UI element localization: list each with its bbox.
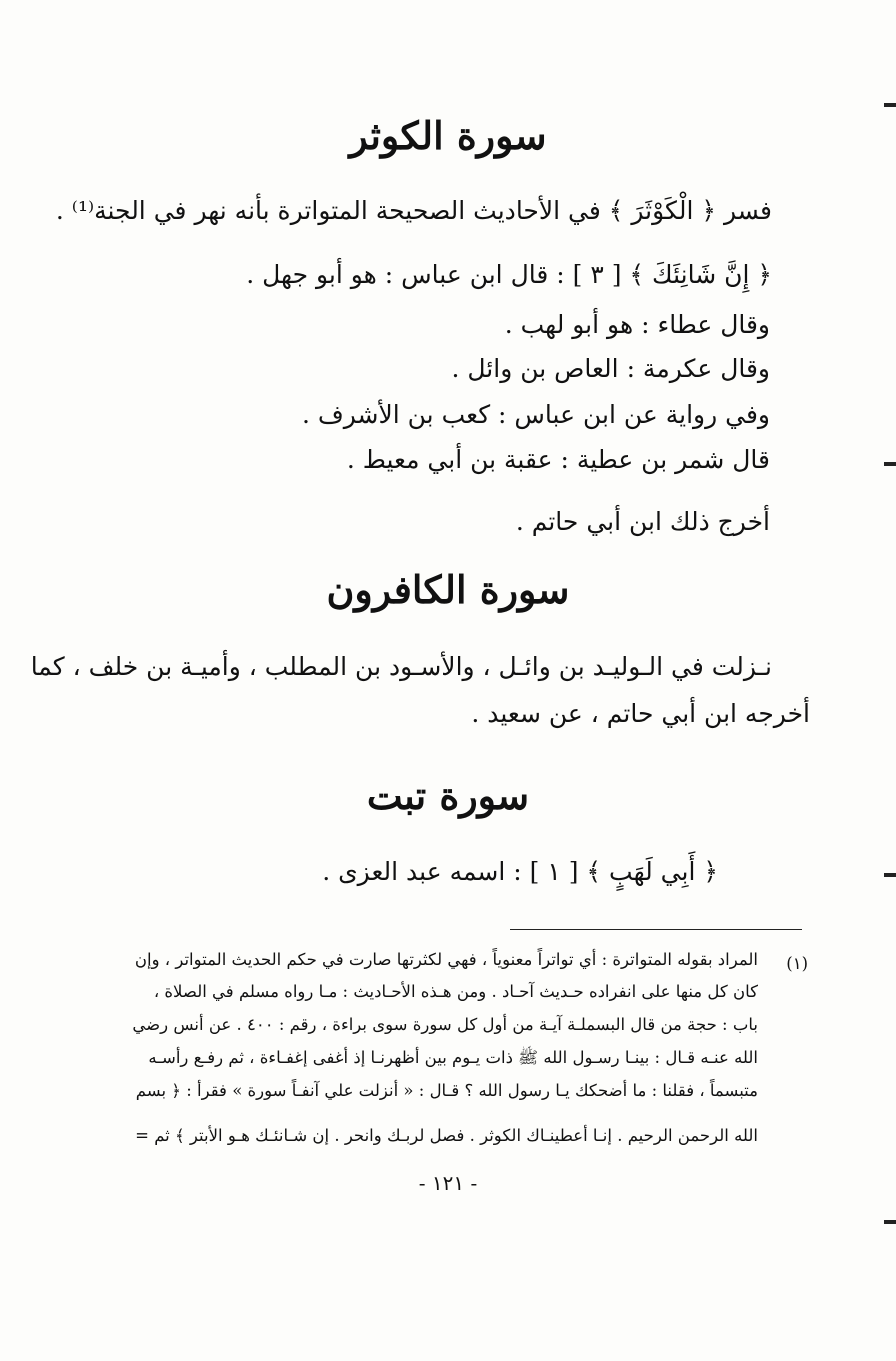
- footnote-line: باب : حجة من قال البسملـة آيـة من أول كل سورة سوى براءة ، رقم : ٤٠٠ . عن أنس رضي: [132, 1015, 758, 1034]
- footnote-line: الله عنـه قـال : بينـا رسـول الله ﷺ ذات يـوم بين أظهرنـا إذ أغفى إغفـاءة ، ثم رفـع رأسـه: [148, 1048, 758, 1067]
- text-line: أخرج ذلك ابن أبي حاتم .: [515, 507, 770, 536]
- text-line: نـزلت في الـوليـد بن وائـل ، والأسـود بن المطلب ، وأميـة بن خلف ، كما: [30, 652, 772, 681]
- scan-edge-mark: [884, 873, 896, 877]
- scan-edge-mark: [884, 103, 896, 107]
- text-line: ﴿ أَبِي لَهَبٍ ﴾ [ ١ ] : اسمه عبد العزى .: [322, 857, 718, 886]
- footnote-line: كان كل منها على انفراده حـديث آحـاد . ومن هـذه الأحـاديث : مـا رواه مسلم في الصلاة ،: [153, 982, 758, 1001]
- footnote-divider: [510, 929, 802, 930]
- text-line: وقال عكرمة : العاص بن وائل .: [451, 354, 770, 383]
- text-line: ﴿ إِنَّ شَانِئَكَ ﴾ [ ٣ ] : قال ابن عباس : هو أبو جهل .: [246, 260, 772, 289]
- page-number: - ١٢١ -: [418, 1171, 478, 1195]
- section-title-al-kafirun: سورة الكافرون: [326, 567, 570, 612]
- text-line: وقال عطاء : هو أبو لهب .: [504, 310, 770, 339]
- section-title-al-kawthar: سورة الكوثر: [349, 113, 547, 158]
- text-line: فسر ﴿ الْكَوْثَرَ ﴾ في الأحاديث الصحيحة المتواترة بأنه نهر في الجنة⁽¹⁾ .: [55, 196, 772, 225]
- footnote-line: المراد بقوله المتواترة : أي تواتراً معنوياً ، فهي لكثرتها صارت في حكم الحديث المتواتر ، وإن: [134, 950, 758, 969]
- text-line: أخرجه ابن أبي حاتم ، عن سعيد .: [471, 699, 810, 728]
- footnote-line: متبسماً ، فقلنا : ما أضحكك يـا رسول الله ؟ قـال : « أنزلت علي آنفـاً سورة » فقرأ : ﴿ بسم: [135, 1081, 758, 1100]
- footnote-line: الله الرحمن الرحيم . إنـا أعطينـاك الكوثر . فصل لربـك وانحر . إن شـانئـك هـو الأبتر ﴾ ثم =: [135, 1126, 758, 1145]
- scan-edge-mark: [884, 462, 896, 466]
- text-line: قال شمر بن عطية : عقبة بن أبي معيط .: [346, 445, 770, 474]
- scan-edge-mark: [884, 1220, 896, 1224]
- text-line: وفي رواية عن ابن عباس : كعب بن الأشرف .: [301, 400, 770, 429]
- footnote-marker: (١): [786, 954, 808, 973]
- section-title-tabbat: سورة تبت: [366, 773, 530, 818]
